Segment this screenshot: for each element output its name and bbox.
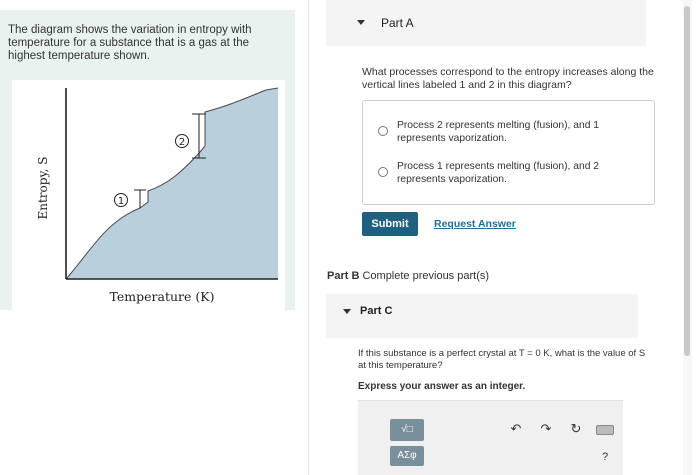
part-c-express: Express your answer as an integer. [358,381,526,392]
part-b-status: Complete previous part(s) [362,270,490,282]
entropy-diagram [0,80,295,320]
y-axis-label: Entropy, S [36,156,50,220]
option-1[interactable] [363,119,653,151]
caret-down-icon[interactable] [357,20,365,25]
marker-1-label: 1 [117,196,125,207]
intro-box [0,10,295,310]
option-2-text: Process 1 represents melting (fusion), and 2 represents vaporization. [397,161,600,185]
request-answer-link[interactable]: Request Answer [434,218,516,230]
part-a-question: What processes correspond to the entropy increases along the vertical lines labeled 1 and 2 in this diagram? [362,66,654,91]
scrollbar-thumb[interactable] [684,6,690,356]
caret-down-icon[interactable] [343,309,351,314]
part-c-question: If this substance is a perfect crystal at T = 0 K, what is the value of S at this temperature? [358,348,646,371]
answer-options [362,100,655,205]
scrollbar[interactable] [683,0,692,475]
part-a-title: Part A [381,16,414,30]
keyboard-icon[interactable] [596,425,614,435]
part-a-header[interactable] [326,0,646,46]
answer-toolbar [358,400,623,475]
option-1-text: Process 2 represents melting (fusion), and 1 represents vaporization. [397,120,600,144]
symbols-button[interactable]: ΑΣφ [390,446,424,466]
option-2[interactable] [363,160,653,192]
left-panel [0,0,300,475]
part-b-label: Part B [327,270,360,282]
marker-2-label: 2 [178,137,186,148]
radio-option-2[interactable] [378,167,388,177]
panel-divider [308,0,309,475]
radio-option-1[interactable] [378,126,388,136]
submit-button[interactable]: Submit [362,212,418,236]
math-template-button[interactable]: √□ [390,419,424,441]
x-axis-label: Temperature (K) [109,289,215,304]
redo-icon[interactable]: ↷ [540,421,552,436]
help-icon[interactable]: ? [601,451,609,463]
intro-text: The diagram shows the variation in entropy with temperature for a substance that is a gas at the highest temperature shown. [8,24,252,62]
reset-icon[interactable]: ↻ [570,421,582,436]
undo-icon[interactable]: ↶ [510,421,522,436]
part-b-row [327,270,489,282]
right-panel [310,0,700,475]
part-c-title: Part C [360,305,393,317]
